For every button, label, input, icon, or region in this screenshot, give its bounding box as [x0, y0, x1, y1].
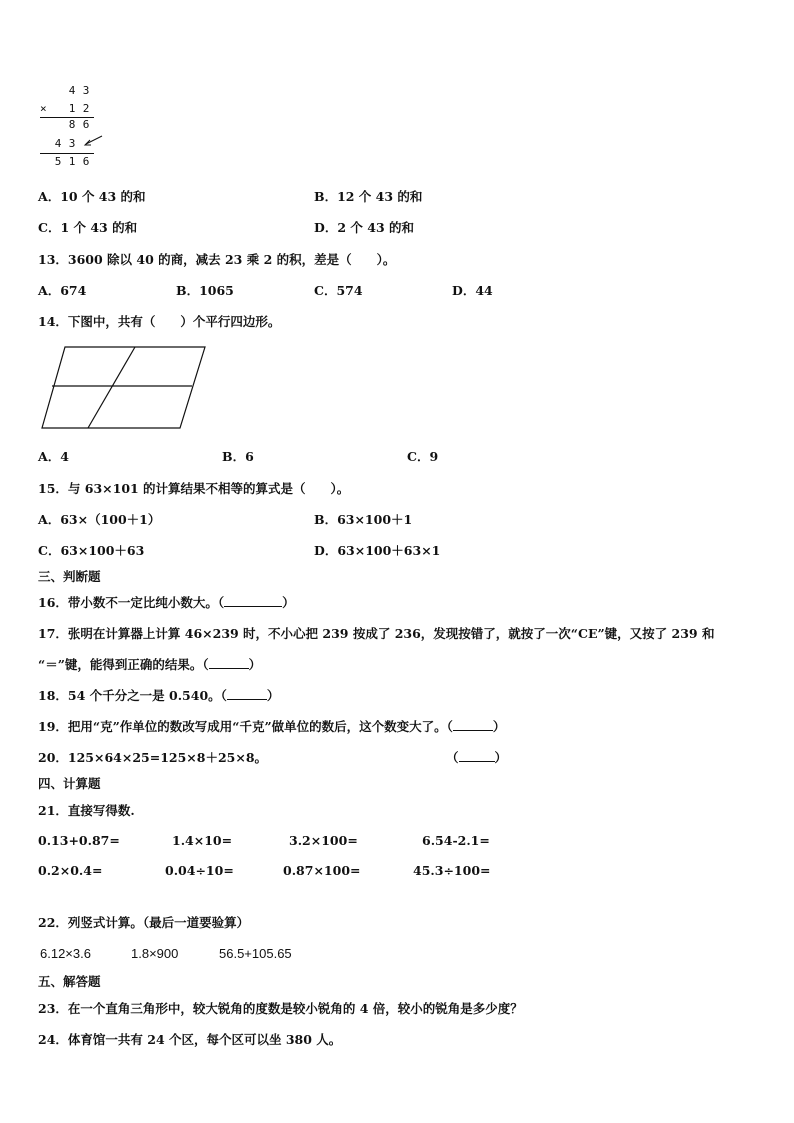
section-heading: 四、计算题	[38, 776, 101, 791]
question-text: 19．把用“克”作单位的数改写成用“千克”做单位的数后，这个数变大了。（	[38, 719, 453, 734]
question-22: 22．列竖式计算。（最后一道要验算）	[38, 915, 250, 930]
option-a: A．674	[38, 283, 87, 298]
option-b: B．1065	[176, 283, 234, 298]
option-b: B．63×100＋1	[314, 512, 413, 527]
question-17-line1: 17．张明在计算器上计算 46×239 时，不小心把 239 按成了 236，发现按错了，就按了一次“CE”键，又按了 239 和	[38, 626, 715, 641]
question-20: 20．125×64×25=125×8＋25×8。	[38, 750, 268, 765]
paren-open: （	[446, 750, 459, 765]
option-c: C．9	[407, 449, 439, 464]
section-heading: 五、解答题	[38, 974, 101, 989]
question-text: 16．带小数不一定比纯小数大。（	[38, 595, 225, 610]
times-sign: ×	[40, 102, 47, 115]
question-24: 24．体育馆一共有 24 个区，每个区可以坐 380 人。	[38, 1032, 342, 1047]
digit: 3	[82, 84, 90, 97]
paren-close: ）	[248, 657, 262, 672]
answer-blank[interactable]	[224, 594, 282, 607]
calc-item: 1.8×900	[131, 946, 179, 961]
digit: 3	[68, 137, 76, 150]
parallelogram-figure	[40, 344, 210, 432]
option-b: B．12 个 43 的和	[314, 189, 423, 204]
option-c: C．1 个 43 的和	[38, 220, 138, 235]
question-21: 21．直接写得数.	[38, 803, 135, 818]
digit: 8	[68, 118, 76, 131]
calc-item: 0.87×100=	[283, 863, 361, 878]
option-d: D．2 个 43 的和	[314, 220, 414, 235]
answer-blank[interactable]	[459, 749, 495, 762]
question-text: “＝”键，能得到正确的结果。（	[38, 657, 209, 672]
paren-close: ）	[266, 688, 280, 703]
calc-item: 56.5+105.65	[219, 946, 292, 961]
calc-item: 0.2×0.4=	[38, 863, 103, 878]
digit: 6	[82, 155, 90, 168]
digit: 2	[82, 102, 90, 115]
question-20-answer	[446, 748, 507, 766]
option-c: C．63×100＋63	[38, 543, 145, 558]
option-c: C．574	[314, 283, 363, 298]
option-a: A．4	[38, 449, 69, 464]
question-23: 23．在一个直角三角形中，较大锐角的度数是较小锐角的 4 倍，较小的锐角是多少度？	[38, 1001, 523, 1016]
question-15: 15．与 63×101 的计算结果不相等的算式是（ ）。	[38, 481, 350, 496]
digit: 6	[82, 118, 90, 131]
question-17-line2	[38, 655, 261, 673]
answer-blank[interactable]	[227, 687, 267, 700]
calc-item: 45.3÷100=	[413, 863, 491, 878]
digit: 4	[68, 84, 76, 97]
digit: 4	[54, 137, 62, 150]
option-a: A．63×（100＋1）	[38, 512, 161, 527]
section-heading: 三、判断题	[38, 569, 101, 584]
option-d: D．44	[452, 283, 493, 298]
calc-item: 3.2×100=	[289, 833, 358, 848]
calc-item: 6.54-2.1=	[422, 833, 490, 848]
question-13: 13．3600 除以 40 的商，减去 23 乘 2 的积，差是（ ）。	[38, 252, 396, 267]
paren-close: ）	[492, 719, 506, 734]
answer-blank[interactable]	[209, 656, 249, 669]
option-d: D．63×100＋63×1	[314, 543, 441, 558]
calc-item: 0.13+0.87=	[38, 833, 120, 848]
digit: 1	[68, 102, 76, 115]
calc-item: 1.4×10=	[172, 833, 233, 848]
question-18	[38, 686, 279, 704]
arrow-icon	[82, 134, 104, 148]
calc-item: 0.04÷10=	[165, 863, 234, 878]
paren-close: ）	[494, 750, 508, 765]
option-a: A．10 个 43 的和	[38, 189, 146, 204]
answer-blank[interactable]	[453, 718, 493, 731]
option-b: B．6	[222, 449, 254, 464]
question-14: 14．下图中，共有（ ）个平行四边形。	[38, 314, 281, 329]
digit: 5	[54, 155, 62, 168]
paren-close: ）	[282, 595, 295, 610]
calc-item: 6.12×3.6	[40, 946, 91, 961]
question-text: 18．54 个千分之一是 0.540。（	[38, 688, 227, 703]
digit: 1	[68, 155, 76, 168]
question-16	[38, 593, 295, 611]
rule-line	[40, 153, 94, 154]
question-19	[38, 717, 505, 735]
